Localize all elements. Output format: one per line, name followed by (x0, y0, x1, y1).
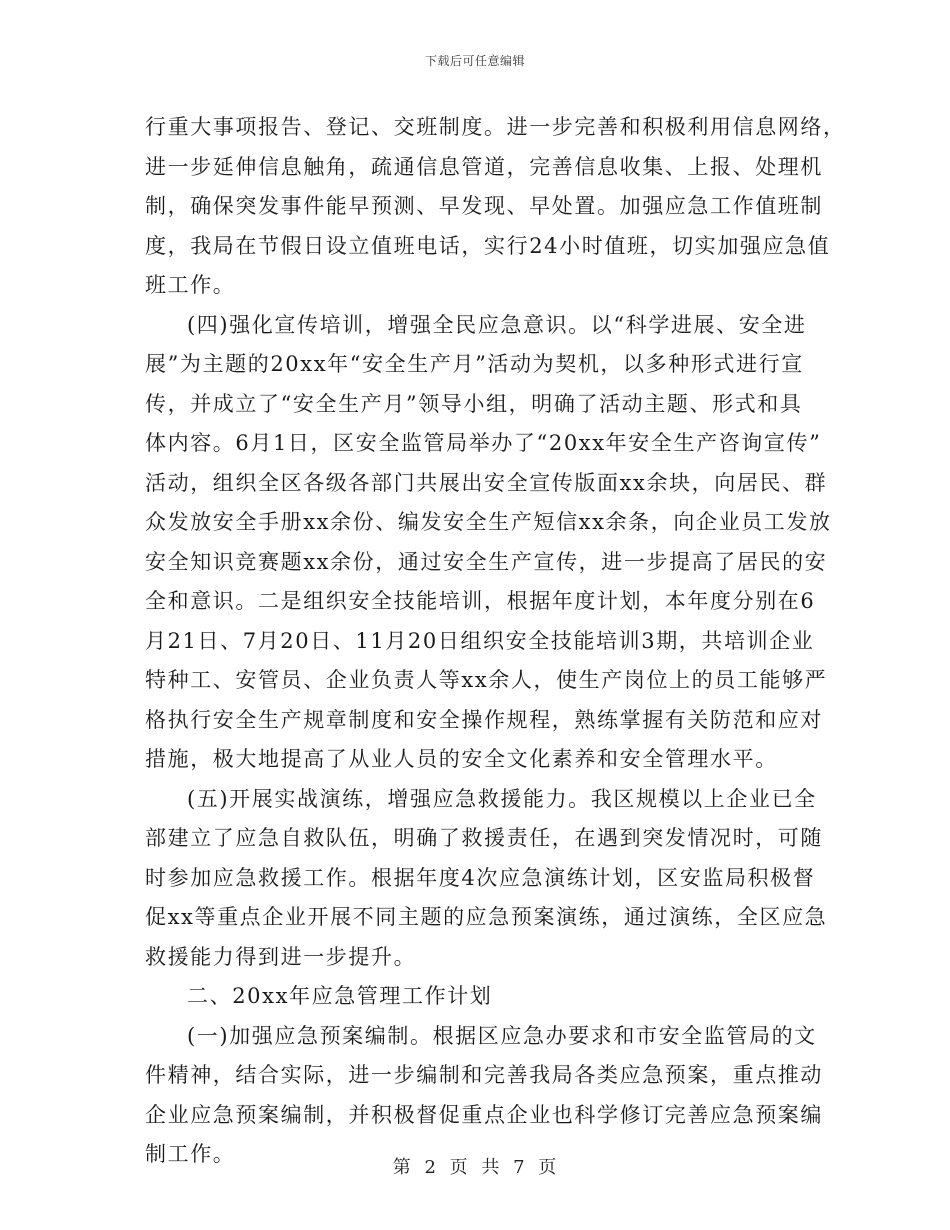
paragraph-line: 安全知识竞赛题xx余份，通过安全生产宣传，进一步提高了居民的安 (145, 549, 828, 574)
document-body (145, 108, 846, 1175)
page-header-note: 下载后可任意编辑 (424, 54, 525, 68)
paragraph-line: 制，确保突发事件能早预测、早发现、早处置。加强应急工作值班制 (145, 194, 823, 218)
paragraph-line: 行重大事项报告、登记、交班制度。进一步完善和积极利用信息网络， (145, 115, 846, 139)
paragraph-line: 进一步延伸信息触角，疏通信息管道，完善信息收集、上报、处理机 (145, 154, 823, 179)
paragraph-line: (五)开展实战演练，增强应急救援能力。我区规模以上企业已全 (187, 786, 817, 811)
paragraph-line: 时参加应急救援工作。根据年度4次应急演练计划，区安监局积极督 (145, 865, 816, 890)
paragraph-line: (一)加强应急预案编制。根据区应急办要求和市安全监管局的文 (187, 1023, 817, 1048)
paragraph-line: (四)强化宣传培训，增强全民应急意识。以“科学进展、安全进 (187, 312, 807, 337)
paragraph-line: 部建立了应急自救队伍，明确了救援责任，在遇到突发情况时，可随 (145, 826, 823, 850)
paragraph-line: 展”为主题的20xx年“安全生产月”活动为契机，以多种形式进行宣 (145, 352, 804, 376)
paragraph-line: 措施，极大地提高了从业人员的安全文化素养和安全管理水平。 (145, 747, 778, 771)
paragraph-line: 企业应急预案编制，并积极督促重点企业也科学修订完善应急预案编 (145, 1102, 823, 1127)
paragraph-line: 月21日、7月20日、11月20日组织安全技能培训3期，共培训企业 (145, 628, 815, 653)
paragraph-line: 制工作。 (145, 1142, 236, 1166)
paragraph-line: 众发放安全手册xx余份、编发安全生产短信xx余条，向企业员工发放 (145, 510, 832, 534)
paragraph-line: 传，并成立了“安全生产月”领导小组，明确了活动主题、形式和具 (145, 391, 803, 416)
section-heading: 二、20xx年应急管理工作计划 (187, 984, 493, 1008)
paragraph-line: 特种工、安管员、企业负责人等xx余人，使生产岗位上的员工能够严 (145, 668, 828, 692)
page-number: 第 2 页 共 7 页 (392, 1157, 558, 1178)
paragraph-line: 救援能力得到进一步提升。 (145, 944, 417, 969)
paragraph-line: 班工作。 (145, 273, 236, 297)
paragraph-line: 体内容。6月1日，区安全监管局举办了“20xx年安全生产咨询宣传” (145, 431, 822, 455)
paragraph-line: 格执行安全生产规章制度和安全操作规程，熟练掌握有关防范和应对 (145, 707, 823, 732)
paragraph-line: 促xx等重点企业开展不同主题的应急预案演练，通过演练，全区应急 (145, 905, 828, 929)
paragraph-line: 活动，组织全区各级各部门共展出安全宣传版面xx余块，向居民、群 (145, 470, 828, 495)
paragraph-line: 全和意识。二是组织安全技能培训，根据年度计划，本年度分别在6 (145, 589, 816, 613)
paragraph-line: 度，我局在节假日设立值班电话，实行24小时值班，切实加强应急值 (145, 233, 831, 258)
paragraph-line: 件精神，结合实际，进一步编制和完善我局各类应急预案，重点推动 (145, 1063, 823, 1087)
